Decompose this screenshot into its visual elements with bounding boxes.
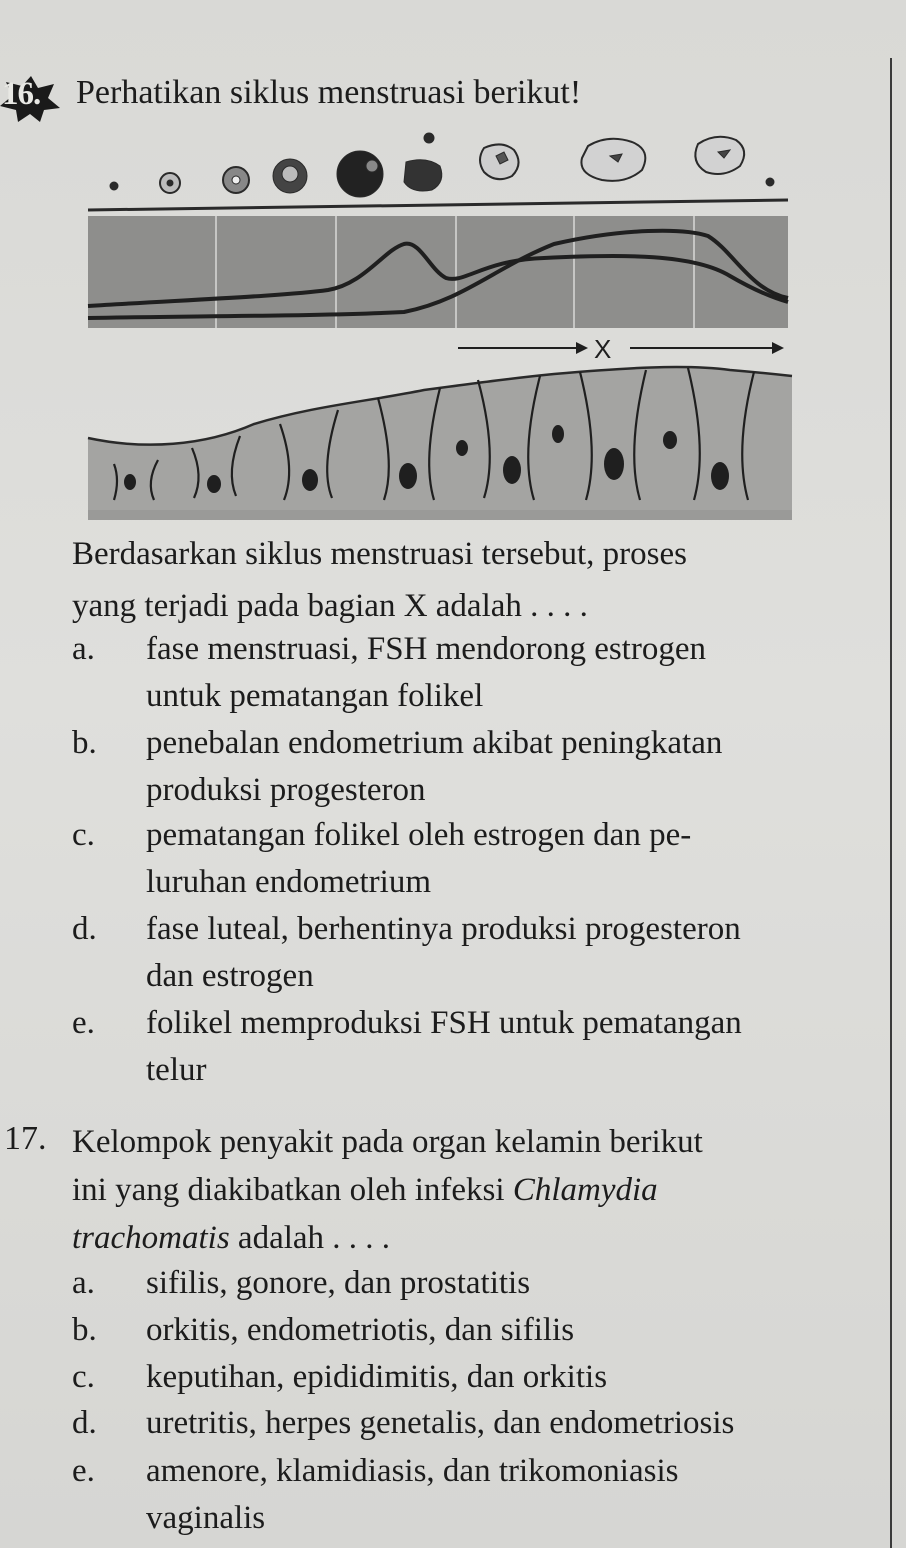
question-17-stem-line-1: Kelompok penyakit pada organ kelamin berikut [72,1124,703,1160]
question-17-number: 17. [4,1120,47,1157]
option-text: pematangan folikel oleh estrogen dan pe- luruhan endometrium [146,817,692,900]
question-16-title: Perhatikan siklus menstruasi berikut! [76,74,582,111]
option-text: sifilis, gonore, dan prostatitis [146,1265,531,1301]
follicle-stages [110,133,774,197]
option-letter: e. [72,1005,95,1041]
option-letter: e. [72,1453,95,1489]
question-16-stem-line-1: Berdasarkan siklus menstruasi tersebut, proses [72,536,687,572]
option-letter: a. [72,631,95,667]
question-17-stem-line-3: trachomatis adalah . . . . [72,1220,391,1256]
menstrual-cycle-figure [84,120,796,520]
margin-rule [890,58,892,1548]
option-text: orkitis, endometriotis, dan sifilis [146,1312,575,1348]
option-text: folikel memproduksi FSH untuk pematangan telur [146,1005,742,1088]
option-text: penebalan endometrium akibat peningkatan produksi progesteron [146,725,723,808]
option-text: fase luteal, berhentinya produksi progesteron dan estrogen [146,911,741,994]
option-letter: c. [72,817,95,853]
question-16-stem-line-2: yang terjadi pada bagian X adalah . . . . [72,588,588,624]
option-letter: c. [72,1359,95,1395]
option-text: amenore, klamidiasis, dan trikomoniasis vaginalis [146,1453,679,1536]
question-17-stem-line-2: ini yang diakibatkan oleh infeksi Chlamydia [72,1172,658,1208]
figure-label-x: X [594,334,612,364]
option-text: fase menstruasi, FSH mendorong estrogen untuk pematangan folikel [146,631,706,714]
question-16-number: 16. [2,76,41,112]
option-letter: d. [72,911,97,947]
option-letter: b. [72,725,97,761]
option-text: uretritis, herpes genetalis, dan endometriosis [146,1405,735,1441]
option-letter: b. [72,1312,97,1348]
option-letter: a. [72,1265,95,1301]
option-text: keputihan, epididimitis, dan orkitis [146,1359,608,1395]
option-letter: d. [72,1405,97,1441]
